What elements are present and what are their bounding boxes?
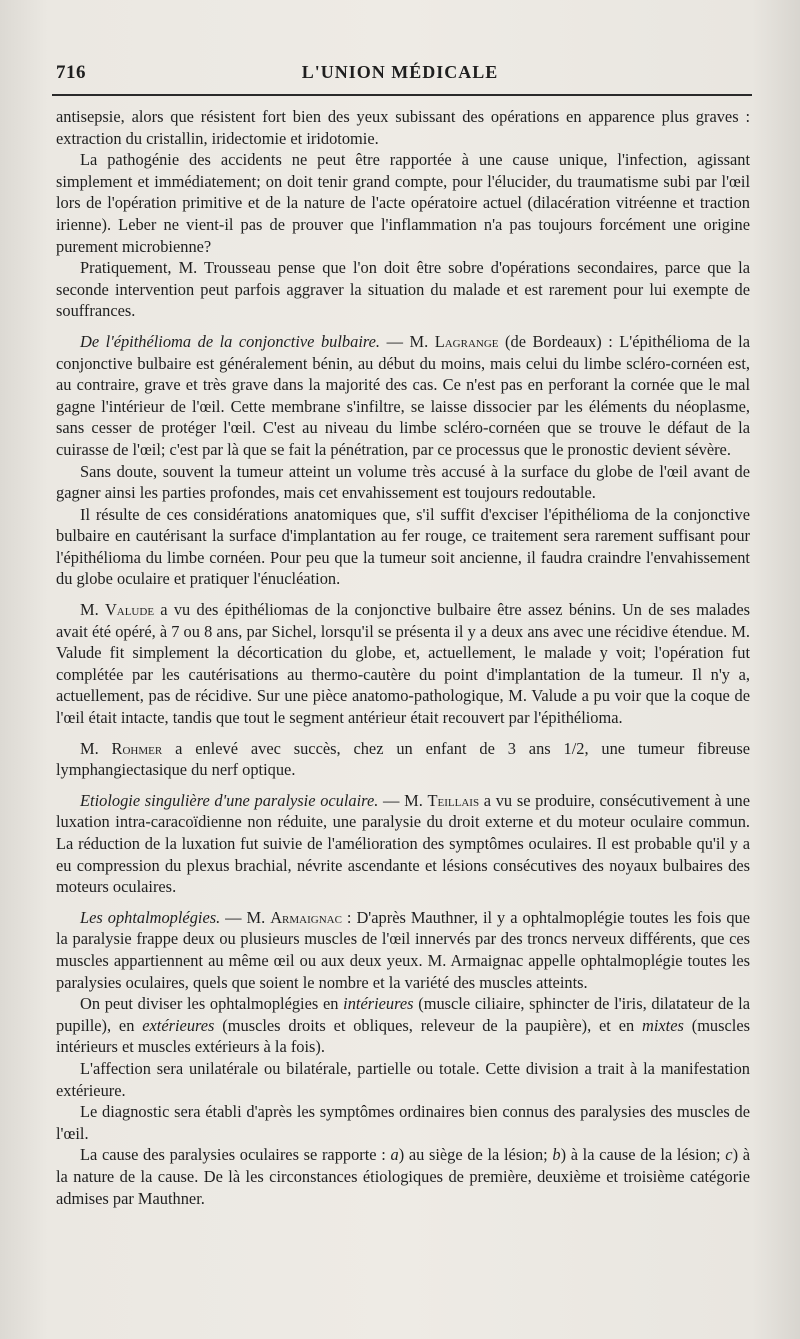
text-run: ) au siège de la lésion;	[398, 1145, 553, 1165]
text-run: (muscles intérieurs et muscles extérieurs à la fois).	[56, 1015, 750, 1057]
author-name: Armaignac	[270, 907, 342, 927]
text-run: a vu des épithéliomas de la conjonctive bulbaire être assez bénins. Un de ses malades avait été opéré, à 7 ou 8 ans, par Sichel, lorsqu'il se présenta il y a deux ans avec une récidive étendue. M. Valude fit simplement la décortication du globe, et, actuellement, le malade y voit; l'opération fut complétée par les cautérisations au thermo-cautère du point d'implantation de la tumeur. Il n'y a, actuellement, pas de récidive. Sur une pièce anatomo-pathologique, M. Valude a pu voir que la coque de l'œil était intacte, tandis que tout le segment antérieur était recouvert par l'épithélioma.	[56, 600, 750, 728]
author-name: Lagrange	[434, 331, 499, 351]
page-number: 716	[56, 62, 86, 83]
paragraph-p6	[56, 504, 750, 590]
italic-text: c	[725, 1145, 733, 1165]
text-run: — M.	[380, 331, 435, 351]
paragraph-p8	[56, 738, 750, 781]
paragraph-p12	[56, 1058, 750, 1101]
text-run: La cause des paralysies oculaires se rapporte :	[80, 1145, 391, 1165]
paragraph-p4	[56, 331, 750, 461]
journal-title: L'UNION MÉDICALE	[301, 62, 499, 82]
text-run: On peut diviser les ophtalmoplégies en	[80, 994, 344, 1014]
italic-text: intérieures	[343, 994, 414, 1014]
paragraph-p1	[56, 106, 750, 149]
author-name: Valude	[104, 600, 155, 620]
text-run: M.	[80, 738, 112, 758]
running-header	[50, 58, 750, 88]
paragraph-p2	[56, 149, 750, 257]
text-run: Sans doute, souvent la tumeur atteint un volume très accusé à la surface du globe de l'œil avant de gagner ainsi les parties profondes, mais cet envahissement est toujours redoutable.	[56, 461, 750, 503]
italic-text: mixtes	[642, 1015, 684, 1035]
paragraph-p11	[56, 993, 750, 1058]
author-name: Rohmer	[111, 738, 163, 758]
italic-text: extérieures	[142, 1015, 215, 1035]
italic-text: b	[552, 1145, 561, 1165]
article-body	[56, 106, 750, 1209]
italic-text: Les ophtalmoplégies.	[80, 907, 221, 927]
text-run: Il résulte de ces considérations anatomiques que, s'il suffit d'exciser l'épithélioma de la conjonctive bulbaire en cautérisant la surface d'implantation au fer rouge, ce traitement sera rarement suffisant pour l'épithélioma du limbe cornéen. Pour peu que la tumeur soit ancienne, il faudra craindre l'envahissement du globe oculaire et pratiquer l'énucléation.	[56, 504, 750, 589]
author-name: Teillais	[427, 790, 480, 810]
paragraph-p9	[56, 790, 750, 898]
text-run: Le diagnostic sera établi d'après les symptômes ordinaires bien connus des paralysies des muscles de l'œil.	[56, 1102, 750, 1143]
text-run: — M.	[378, 790, 428, 810]
text-run: ) à la nature de la cause. De là les circonstances étiologiques de première, deuxième et troisième catégorie admises par Mauthner.	[56, 1145, 750, 1208]
paragraph-p10	[56, 907, 750, 993]
text-run: antisepsie, alors que résistent fort bien des yeux subissant des opérations en apparence plus graves : extraction du cristallin, iridectomie et iridotomie.	[56, 107, 750, 148]
text-run: (de Bordeaux) : L'épithélioma de la conjonctive bulbaire est généralement bénin, au début du moins, mais celui du limbe scléro-cornéen est, au contraire, grave et très grave dans la majorité des cas. Ce n'est pas en perforant la cornée que le mal gagne l'intérieur de l'œil. Cette membrane s'infiltre, se laisse dissocier par les éléments du néoplasme, sans cesser de protéger l'œil. C'est au niveau du limbe scléro-cornéen que se trouve le défaut de la cuirasse de l'œil; c'est par là que se fait la pénétration, par ce processus que le pronostic devient sévère.	[56, 331, 751, 459]
text-run: — M.	[220, 907, 271, 927]
text-run: (muscle ciliaire, sphincter de l'iris, dilatateur de la pupille), en	[56, 994, 750, 1035]
paragraph-p13	[56, 1101, 750, 1144]
paragraph-p5	[56, 461, 750, 504]
text-run: : D'après Mauthner, il y a ophtalmoplégie toutes les fois que la paralysie frappe deux ou plusieurs muscles de l'œil innervés par des troncs nerveux différents, que ces muscles appartiennent au même œil ou aux deux yeux. M. Armaignac appelle ophtalmoplégie toutes les paralysies oculaires, quels que soient le nombre et la variété des muscles atteints.	[56, 907, 750, 992]
italic-text: Etiologie singulière d'une paralysie oculaire.	[80, 790, 379, 810]
text-run: La pathogénie des accidents ne peut être rapportée à une cause unique, l'infection, agissant simplement et immédiatement; on doit tenir grand compte, pour l'élucider, du traumatisme subi par l'œil lors de l'opération primitive et de la nature de l'acte opératoire actuel (dilacération vitréenne et traction irienne). Leber ne vient-il pas de prouver que l'inflammation n'a pas toujours forcément une origine purement microbienne?	[56, 150, 750, 256]
text-run: a enlevé avec succès, chez un enfant de 3 ans 1/2, une tumeur fibreuse lymphangiectasique du nerf optique.	[56, 738, 751, 780]
text-run: ) à la cause de la lésion;	[560, 1145, 726, 1165]
italic-text: a	[390, 1145, 399, 1165]
text-run: L'affection sera unilatérale ou bilatérale, partielle ou totale. Cette division a trait à la manifestation extérieure.	[56, 1058, 750, 1100]
text-run: M.	[80, 600, 105, 620]
header-rule	[52, 94, 752, 96]
text-run: (muscles droits et obliques, releveur de la paupière), et en	[214, 1015, 643, 1035]
italic-text: De l'épithélioma de la conjonctive bulbaire.	[80, 331, 381, 351]
text-run: a vu se produire, consécutivement à une luxation intra-caracoïdienne non réduite, une paralysie du droit externe et du moteur oculaire commun. La réduction de la luxation fut suivie de l'amélioration des symptômes oculaires. Il est probable qu'il y a eu compression du plexus brachial, névrite ascendante et lésions consécutives des noyaux bulbaires des moteurs oculaires.	[56, 790, 750, 897]
paragraph-p14	[56, 1144, 750, 1209]
paragraph-p3	[56, 257, 750, 322]
text-run: Pratiquement, M. Trousseau pense que l'on doit être sobre d'opérations secondaires, parce que la seconde intervention peut parfois aggraver la situation du malade et est rarement pour lui exempte de souffrances.	[56, 258, 750, 321]
paragraph-p7	[56, 599, 750, 729]
